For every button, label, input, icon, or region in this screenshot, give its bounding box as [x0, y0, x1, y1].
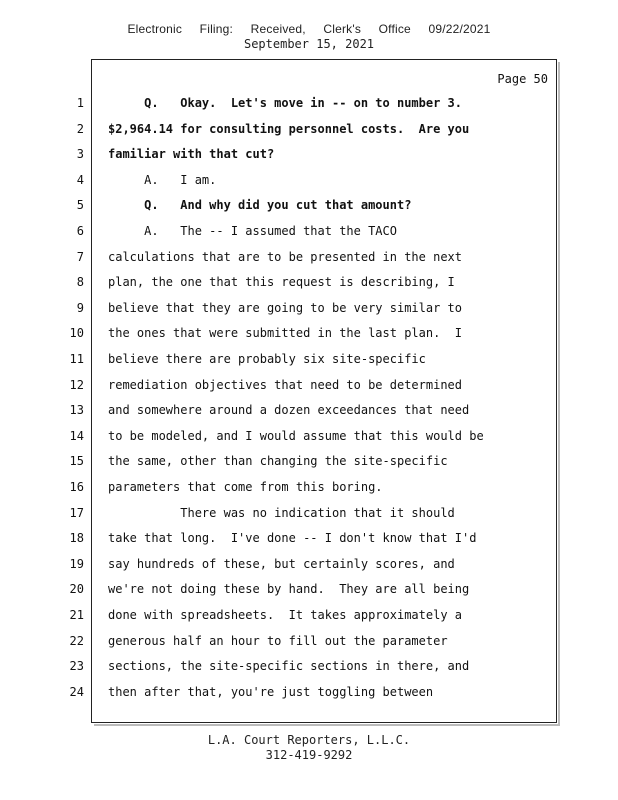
line-text: take that long. I've done -- I don't know that I'd — [108, 531, 477, 545]
stamp-word: Clerk's — [323, 22, 362, 36]
line-text: $2,964.14 for consulting personnel costs. Are you — [108, 122, 470, 136]
line-number: 3 — [76, 147, 84, 161]
line-number: 8 — [76, 275, 84, 289]
line-number: 2 — [76, 122, 84, 136]
line-text: then after that, you're just toggling between — [108, 685, 434, 699]
line-text: plan, the one that this request is describing, I — [108, 275, 455, 289]
line-number: 11 — [69, 352, 84, 366]
line-text: familiar with that cut? — [108, 147, 275, 161]
line-text: There was no indication that it should — [108, 506, 455, 520]
stamp-word: Office — [378, 22, 411, 36]
line-text: sections, the site-specific sections in there, and — [108, 659, 470, 673]
line-number: 19 — [69, 557, 84, 571]
line-number: 6 — [76, 224, 84, 238]
line-number: 1 — [76, 96, 84, 110]
line-text: generous half an hour to fill out the parameter — [108, 634, 448, 648]
line-text: A. I am. — [108, 173, 217, 187]
stamp-word: Electronic — [127, 22, 183, 36]
line-text: calculations that are to be presented in the next — [108, 250, 463, 264]
line-number: 24 — [69, 685, 84, 699]
reporter-company: L.A. Court Reporters, L.L.C. — [207, 733, 411, 747]
line-text: done with spreadsheets. It takes approximately a — [108, 608, 463, 622]
reporter-phone: 312-419-9292 — [265, 748, 353, 762]
stamp-word: Filing: — [199, 22, 234, 36]
line-number: 12 — [69, 378, 84, 392]
line-number: 21 — [69, 608, 84, 622]
stamp-word: Received, — [250, 22, 306, 36]
line-text: the ones that were submitted in the last plan. I — [108, 326, 463, 340]
filing-stamp — [0, 22, 618, 36]
line-number: 17 — [69, 506, 84, 520]
line-text: say hundreds of these, but certainly scores, and — [108, 557, 455, 571]
line-text: believe that they are going to be very similar to — [108, 301, 463, 315]
line-text: we're not doing these by hand. They are all being — [108, 582, 470, 596]
line-number: 22 — [69, 634, 84, 648]
line-text: the same, other than changing the site-specific — [108, 454, 448, 468]
line-text: A. The -- I assumed that the TACO — [108, 224, 397, 238]
line-number: 20 — [69, 582, 84, 596]
line-text: Q. Okay. Let's move in -- on to number 3. — [108, 96, 463, 110]
line-text: and somewhere around a dozen exceedances that need — [108, 403, 470, 417]
line-text: Q. And why did you cut that amount? — [108, 198, 412, 212]
line-text: believe there are probably six site-specific — [108, 352, 426, 366]
line-text: to be modeled, and I would assume that this would be — [108, 429, 484, 443]
line-text: parameters that come from this boring. — [108, 480, 383, 494]
line-number: 4 — [76, 173, 84, 187]
line-number: 18 — [69, 531, 84, 545]
line-number: 16 — [69, 480, 84, 494]
line-number: 10 — [69, 326, 84, 340]
line-number: 9 — [76, 301, 84, 315]
line-number: 5 — [76, 198, 84, 212]
transcript-date: September 15, 2021 — [243, 37, 375, 51]
page-number: Page 50 — [497, 72, 548, 86]
line-number: 13 — [69, 403, 84, 417]
line-number: 15 — [69, 454, 84, 468]
line-number: 14 — [69, 429, 84, 443]
line-number: 23 — [69, 659, 84, 673]
stamp-word: 09/22/2021 — [428, 22, 491, 36]
line-number: 7 — [76, 250, 84, 264]
line-text: remediation objectives that need to be determined — [108, 378, 463, 392]
